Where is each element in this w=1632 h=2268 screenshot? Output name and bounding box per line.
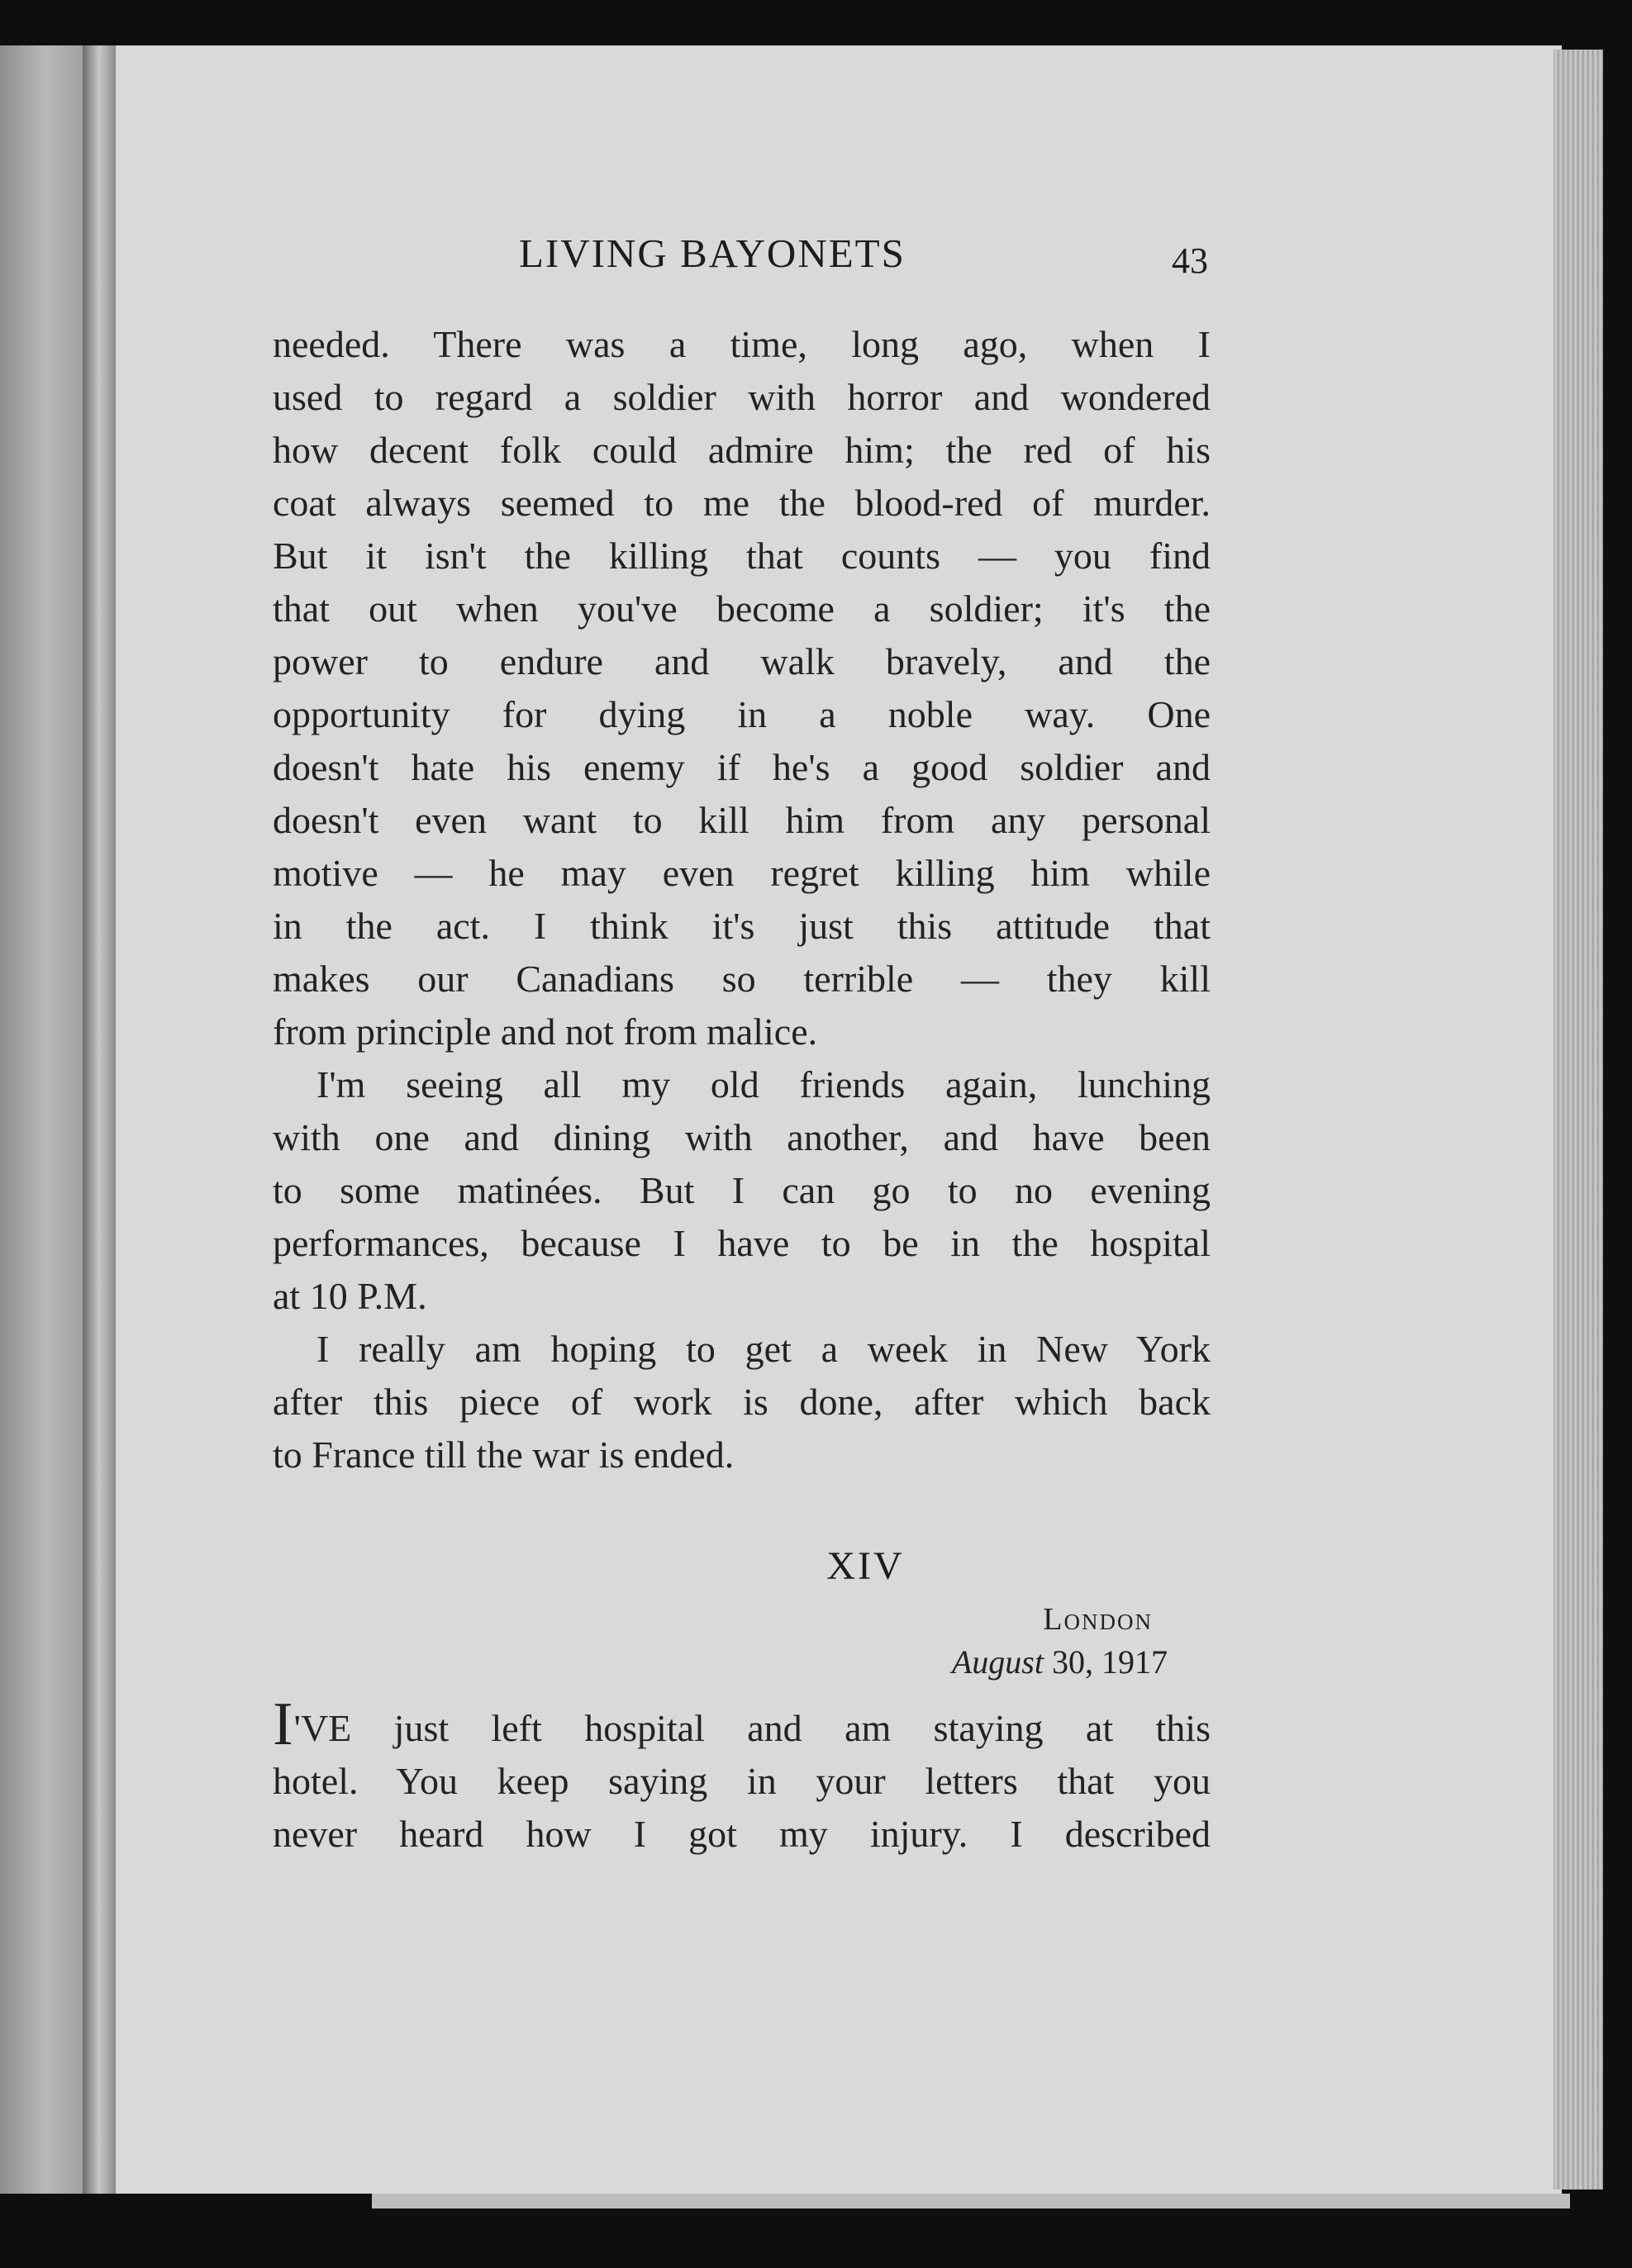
text-line: But it isn't the killing that counts — you find — [273, 535, 1211, 577]
text-line: in the act. I think it's just this attitude that — [273, 905, 1211, 947]
text-line: I really am hoping to get a week in New York — [316, 1328, 1211, 1370]
text-line: coat always seemed to me the blood-red of murder. — [273, 482, 1211, 524]
text-line: never heard how I got my injury. I described — [273, 1813, 1211, 1855]
first-line-text: 'VE just left hospital and am staying at this — [293, 1707, 1211, 1749]
text-line: I'm seeing all my old friends again, lunching — [316, 1063, 1211, 1105]
text-line: with one and dining with another, and have been — [273, 1116, 1211, 1158]
letter-place: London — [1043, 1602, 1153, 1637]
page-bottom-edge — [372, 2194, 1570, 2209]
chapter-number: XIV — [826, 1544, 905, 1588]
text-line: that out when you've become a soldier; it's the — [273, 587, 1211, 630]
text-line: performances, because I have to be in the hospital — [273, 1222, 1211, 1264]
text-line: used to regard a soldier with horror and wondered — [273, 376, 1211, 418]
text-line: motive — he may even regret killing him while — [273, 852, 1211, 894]
date-month: August — [951, 1643, 1044, 1681]
text-line: to some matinées. But I can go to no evening — [273, 1169, 1211, 1211]
text-line: after this piece of work is done, after which back — [273, 1381, 1211, 1423]
letter-first-line — [273, 1690, 1211, 1758]
running-title: LIVING BAYONETS — [519, 231, 906, 276]
text-line: opportunity for dying in a noble way. One — [273, 693, 1211, 735]
text-line: from principle and not from malice. — [273, 1010, 818, 1053]
text-line: power to endure and walk bravely, and the — [273, 640, 1211, 682]
page-number: 43 — [1172, 240, 1208, 281]
date-day-year: 30, 1917 — [1052, 1643, 1168, 1681]
letter-date — [952, 1643, 1168, 1681]
text-line: doesn't hate his enemy if he's a good soldier and — [273, 746, 1211, 788]
drop-cap: I — [273, 1690, 293, 1758]
text-line: at 10 P.M. — [273, 1275, 427, 1317]
text-line: makes our Canadians so terrible — they kill — [273, 958, 1211, 1000]
book-gutter — [83, 45, 116, 2194]
text-line: how decent folk could admire him; the red of his — [273, 429, 1211, 471]
text-line: hotel. You keep saying in your letters that you — [273, 1760, 1211, 1802]
text-line: needed. There was a time, long ago, when I — [273, 323, 1211, 365]
page-stack-edge — [1553, 50, 1603, 2190]
text-line: to France till the war is ended. — [273, 1434, 735, 1476]
text-line: doesn't even want to kill him from any personal — [273, 799, 1211, 841]
